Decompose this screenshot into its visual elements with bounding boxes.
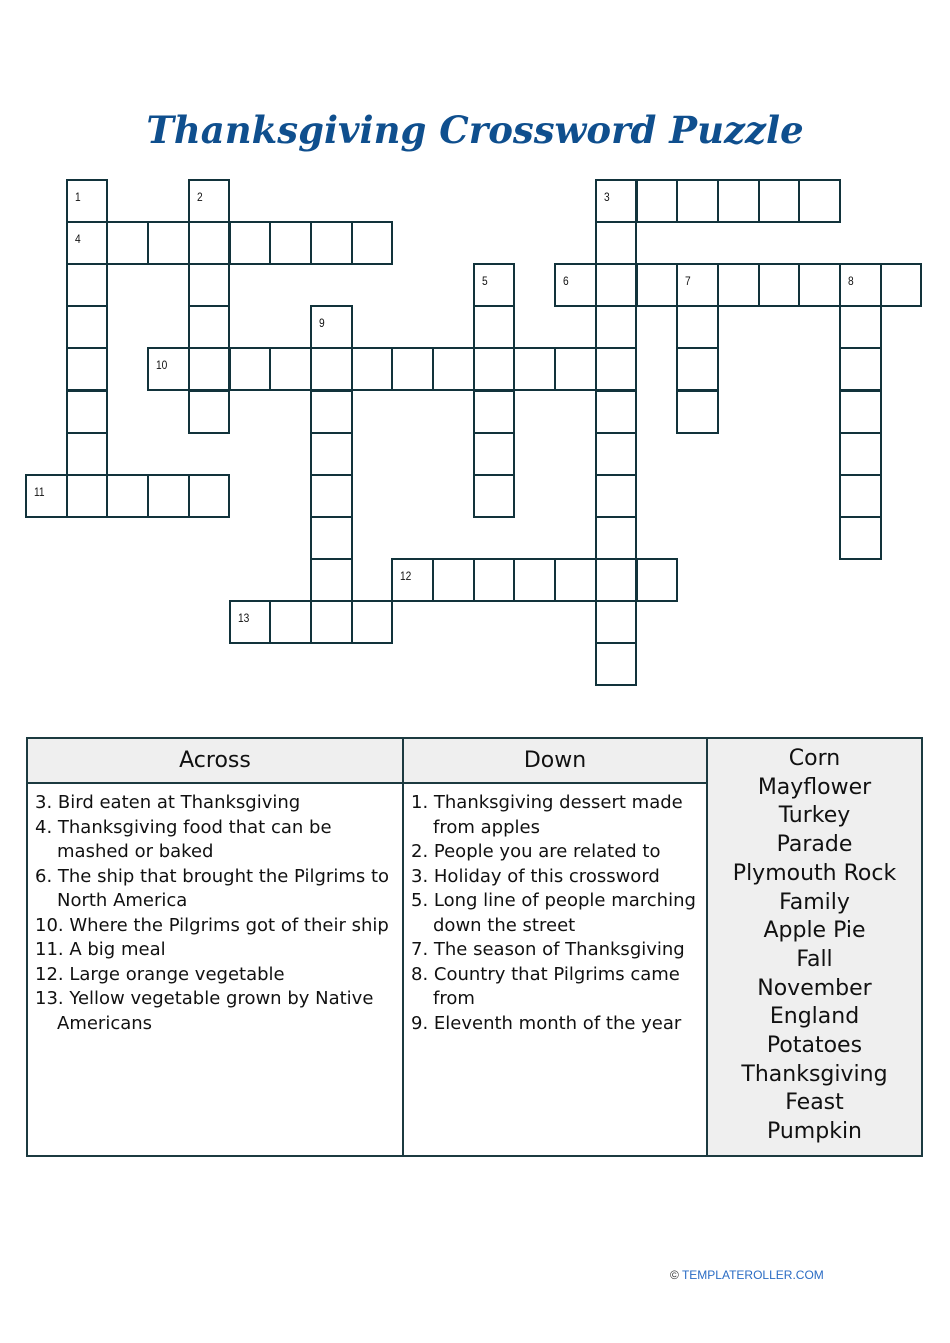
crossword-cell[interactable]	[25, 474, 68, 518]
crossword-cell[interactable]	[676, 263, 719, 307]
across-clue: 10. Where the Pilgrims got of their ship	[35, 914, 389, 936]
crossword-cell[interactable]	[595, 221, 638, 265]
crossword-cell[interactable]	[106, 221, 149, 265]
across-clue: 13. Yellow vegetable grown by Native Americans	[35, 988, 374, 1034]
word-bank-item: Plymouth Rock	[732, 860, 897, 886]
crossword-cell[interactable]	[676, 390, 719, 434]
word-bank-item: Family	[779, 889, 850, 915]
crossword-cell[interactable]	[310, 558, 353, 602]
clue-number: 4	[74, 232, 81, 247]
crossword-cell[interactable]	[351, 600, 394, 644]
crossword-cell[interactable]	[310, 474, 353, 518]
across-clue: 12. Large orange vegetable	[35, 963, 285, 985]
crossword-cell[interactable]	[66, 474, 109, 518]
crossword-cell[interactable]	[595, 305, 638, 349]
crossword-cell[interactable]	[798, 179, 841, 223]
crossword-cell[interactable]	[595, 179, 638, 223]
clue-number: 5	[481, 274, 488, 289]
down-heading: Down	[404, 739, 706, 784]
crossword-cell[interactable]	[269, 600, 312, 644]
crossword-cell[interactable]	[310, 221, 353, 265]
clue-number: 7	[685, 274, 691, 289]
word-bank-item: Fall	[796, 946, 833, 972]
crossword-cell[interactable]	[66, 390, 109, 434]
crossword-cell[interactable]	[717, 263, 760, 307]
crossword-cell[interactable]	[351, 221, 394, 265]
crossword-cell[interactable]	[473, 474, 516, 518]
crossword-cell[interactable]	[310, 600, 353, 644]
crossword-cell[interactable]	[473, 305, 516, 349]
page-title: Thanksgiving Crossword Puzzle	[146, 108, 804, 152]
crossword-cell[interactable]	[147, 474, 190, 518]
crossword-cell[interactable]	[229, 221, 272, 265]
crossword-cell[interactable]	[473, 263, 516, 307]
footer	[670, 1268, 824, 1282]
clue-number: 13	[237, 611, 249, 625]
word-bank-item: Feast	[785, 1090, 844, 1116]
crossword-cell[interactable]	[269, 347, 312, 391]
word-bank-item: Potatoes	[766, 1033, 863, 1059]
word-bank-item: Turkey	[778, 803, 851, 829]
crossword-cell[interactable]	[595, 347, 638, 391]
crossword-cell[interactable]	[839, 516, 882, 560]
crossword-cell[interactable]	[595, 558, 638, 602]
across-clue: 4. Thanksgiving food that can be mashed or baked	[35, 816, 332, 862]
clue-number: 1	[74, 190, 81, 204]
clues-table	[26, 737, 923, 1157]
copyright-icon: ©	[670, 1268, 679, 1282]
crossword-cell[interactable]	[636, 263, 679, 307]
crossword-cell[interactable]	[188, 390, 231, 434]
crossword-cell[interactable]	[147, 221, 190, 265]
crossword-cell[interactable]	[595, 390, 638, 434]
down-clue: 9. Eleventh month of the year	[411, 1012, 682, 1034]
crossword-cell[interactable]	[676, 347, 719, 391]
crossword-cell[interactable]	[106, 474, 149, 518]
crossword-cell[interactable]	[229, 347, 272, 391]
crossword-cell[interactable]	[758, 263, 801, 307]
crossword-cell[interactable]	[554, 347, 597, 391]
crossword-cell[interactable]	[636, 558, 679, 602]
crossword-cell[interactable]	[66, 263, 109, 307]
crossword-cell[interactable]	[66, 179, 109, 223]
crossword-cell[interactable]	[839, 263, 882, 307]
crossword-cell[interactable]	[636, 179, 679, 223]
crossword-cell[interactable]	[839, 390, 882, 434]
crossword-cell[interactable]	[310, 305, 353, 349]
crossword-cell[interactable]	[676, 179, 719, 223]
down-column	[404, 739, 708, 1155]
clue-number: 8	[848, 274, 854, 289]
crossword-cell[interactable]	[880, 263, 923, 307]
down-clue: 1. Thanksgiving dessert made from apples	[411, 792, 683, 838]
crossword-cell[interactable]	[595, 600, 638, 644]
crossword-cell[interactable]	[473, 432, 516, 476]
across-heading: Across	[28, 739, 402, 784]
footer-site-link[interactable]: TEMPLATEROLLER.COM	[681, 1268, 824, 1282]
word-bank	[708, 739, 921, 1155]
crossword-cell[interactable]	[432, 347, 475, 391]
across-column	[28, 739, 404, 1155]
crossword-cell[interactable]	[188, 263, 231, 307]
crossword-cell[interactable]	[66, 305, 109, 349]
crossword-cell[interactable]	[839, 305, 882, 349]
down-clue: 5. Long line of people marching down the street	[411, 890, 696, 936]
down-clue: 8. Country that Pilgrims came from	[411, 963, 680, 1009]
crossword-cell[interactable]	[839, 347, 882, 391]
crossword-cell[interactable]	[595, 263, 638, 307]
crossword-cell[interactable]	[229, 600, 272, 644]
crossword-cell[interactable]	[595, 432, 638, 476]
word-bank-item: Corn	[788, 746, 841, 771]
crossword-cell[interactable]	[391, 347, 434, 391]
clue-number: 6	[563, 274, 569, 289]
crossword-cell[interactable]	[595, 474, 638, 518]
down-clue: 7. The season of Thanksgiving	[411, 939, 685, 960]
crossword-cell[interactable]	[473, 558, 516, 602]
crossword-cell[interactable]	[188, 474, 231, 518]
crossword-cell[interactable]	[188, 179, 231, 223]
crossword-cell[interactable]	[554, 558, 597, 602]
clue-number: 3	[603, 190, 610, 204]
crossword-cell[interactable]	[676, 305, 719, 349]
across-clue: 11. A big meal	[35, 939, 166, 960]
word-bank-item: Mayflower	[757, 774, 872, 800]
crossword-cell[interactable]	[758, 179, 801, 223]
across-clue: 3. Bird eaten at Thanksgiving	[35, 792, 301, 813]
crossword-cell[interactable]	[310, 347, 353, 391]
crossword-cell[interactable]	[513, 558, 556, 602]
down-clue: 2. People you are related to	[411, 841, 661, 862]
across-clue: 6. The ship that brought the Pilgrims to North America	[35, 865, 390, 911]
crossword-cell[interactable]	[839, 474, 882, 518]
crossword-cell[interactable]	[839, 432, 882, 476]
crossword-cell[interactable]	[310, 432, 353, 476]
crossword-cell[interactable]	[432, 558, 475, 602]
word-bank-item: November	[757, 975, 872, 1001]
crossword-cell[interactable]	[554, 263, 597, 307]
crossword-cell[interactable]	[66, 347, 109, 391]
word-bank-item: Parade	[776, 832, 853, 858]
crossword-cell[interactable]	[351, 347, 394, 391]
crossword-cell[interactable]	[66, 221, 109, 265]
crossword-cell[interactable]	[188, 305, 231, 349]
word-bank-item: Thanksgiving	[741, 1061, 888, 1087]
clue-number: 12	[400, 568, 412, 583]
clue-number: 11	[34, 484, 45, 499]
clue-number: 9	[318, 316, 325, 331]
crossword-cell[interactable]	[66, 432, 109, 476]
crossword-cell[interactable]	[310, 390, 353, 434]
down-clue-list	[404, 784, 706, 1036]
crossword-cell[interactable]	[595, 642, 638, 686]
crossword-cell[interactable]	[391, 558, 434, 602]
word-bank-item: England	[769, 1004, 860, 1030]
crossword-cell[interactable]	[269, 221, 312, 265]
crossword-cell[interactable]	[595, 516, 638, 560]
across-clue-list	[28, 784, 402, 1036]
crossword-cell[interactable]	[188, 347, 231, 391]
clue-number: 10	[156, 358, 168, 373]
crossword-cell[interactable]	[310, 516, 353, 560]
crossword-cell[interactable]	[798, 263, 841, 307]
crossword-cell[interactable]	[473, 390, 516, 434]
down-clue: 3. Holiday of this crossword	[411, 865, 660, 887]
crossword-cell[interactable]	[188, 221, 231, 265]
word-bank-item: Pumpkin	[766, 1119, 862, 1145]
clue-number: 2	[196, 190, 203, 204]
crossword-cell[interactable]	[147, 347, 190, 391]
crossword-cell[interactable]	[473, 347, 516, 391]
crossword-cell[interactable]	[513, 347, 556, 391]
crossword-cell[interactable]	[717, 179, 760, 223]
word-bank-item: Apple Pie	[763, 918, 866, 944]
